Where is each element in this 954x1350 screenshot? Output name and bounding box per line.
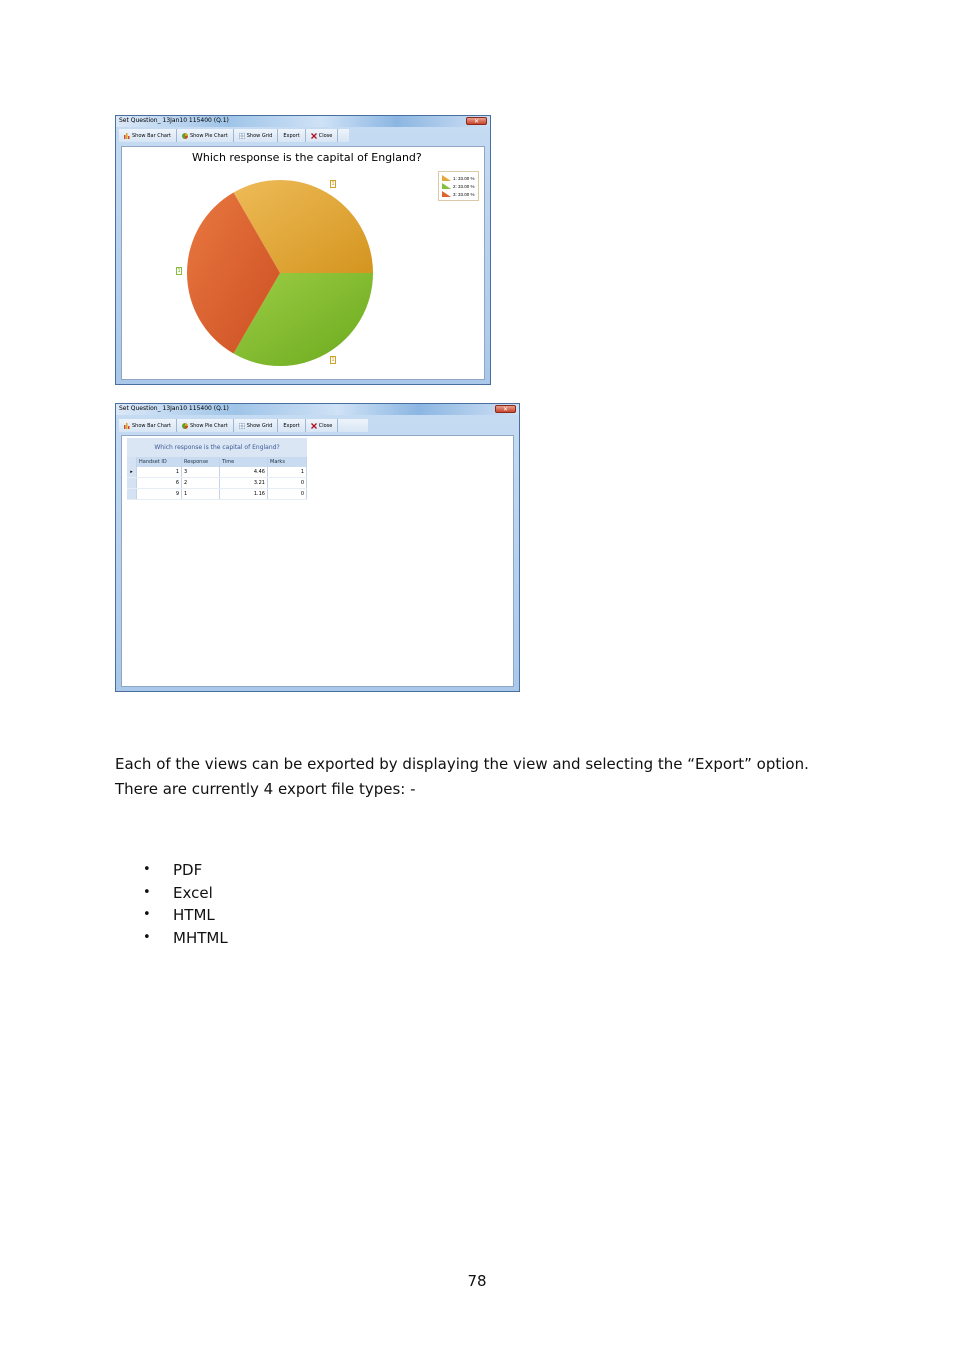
chart-area [121,146,485,380]
grid-icon [239,423,245,429]
legend-label: 1: 33.00 % [453,175,475,181]
table-row[interactable] [127,467,307,478]
cell-time: 4.46 [220,467,268,477]
grid-caption: Which response is the capital of England? [127,438,307,457]
close-label: Close [318,422,333,429]
column-header-response[interactable]: Response [182,457,220,467]
export-types-list [143,859,228,949]
legend-item [442,182,475,190]
list-item-label: MHTML [173,928,228,947]
window-title: Set Question_ 13Jan10 115400 (Q.1) [119,117,229,124]
bullet-icon: • [143,907,151,922]
export-label: Export [283,422,300,429]
cell-marks: 1 [268,467,307,477]
data-grid [127,438,307,500]
list-item [143,859,228,882]
row-selector[interactable] [127,478,137,488]
show-pie-chart-button[interactable] [177,419,234,432]
grid-window [115,403,520,692]
slice-label: 1 [177,268,181,274]
body-paragraph: Each of the views can be exported by displaying the view and selecting the “Export” option. There are currently 4 export file types: - [115,755,809,798]
export-button[interactable] [278,129,305,142]
legend-swatch [442,183,451,189]
chart-title: Which response is the capital of England? [192,151,422,164]
cell-response: 2 [182,478,220,488]
legend-label: 2: 33.00 % [453,183,475,189]
pie-chart-window [115,115,491,385]
bar-chart-icon [124,423,130,429]
window-titlebar[interactable] [116,404,519,415]
pie-chart [122,147,486,381]
close-icon [311,133,317,139]
close-button[interactable] [306,129,339,142]
slice-label: 1 [331,181,335,187]
show-pie-chart-label: Show Pie Chart [189,132,228,139]
show-pie-chart-label: Show Pie Chart [189,422,228,429]
list-item-label: Excel [173,883,213,902]
cell-handset-id: 1 [137,467,182,477]
grid-icon [239,133,245,139]
legend-item [442,174,475,182]
show-grid-button[interactable] [234,419,279,432]
column-header-time[interactable]: Time [220,457,268,467]
list-item [143,904,228,927]
pie-chart-icon [182,133,188,139]
legend-item [442,190,475,198]
cell-time: 1.16 [220,489,268,499]
grid-area [121,435,514,687]
list-item-label: HTML [173,906,215,924]
show-bar-chart-label: Show Bar Chart [132,422,171,429]
row-selector[interactable]: ▸ [127,467,137,477]
table-row[interactable] [127,478,307,489]
close-label: Close [318,132,333,139]
cell-response: 3 [182,467,220,477]
bullet-icon: • [143,862,151,877]
page-number: 78 [467,1272,487,1290]
show-pie-chart-button[interactable] [177,129,234,142]
show-bar-chart-label: Show Bar Chart [132,132,171,139]
window-close-button[interactable]: ✕ [466,117,487,125]
close-icon [311,423,317,429]
chart-legend [438,171,479,201]
cell-handset-id: 9 [137,489,182,499]
legend-swatch [442,175,451,181]
cell-handset-id: 6 [137,478,182,488]
toolbar [119,419,368,432]
pie-chart-icon [182,423,188,429]
show-bar-chart-button[interactable] [119,129,177,142]
list-item-label: PDF [173,861,203,879]
column-header-marks[interactable]: Marks [268,457,307,467]
table-row[interactable] [127,489,307,500]
export-label: Export [283,132,300,139]
window-close-button[interactable]: ✕ [495,405,516,413]
column-header [127,457,137,467]
cell-marks: 0 [268,478,307,488]
close-button[interactable] [306,419,339,432]
cell-marks: 0 [268,489,307,499]
row-selector[interactable] [127,489,137,499]
export-button[interactable] [278,419,305,432]
legend-label: 3: 33.00 % [453,191,475,197]
show-grid-button[interactable] [234,129,279,142]
list-item [143,882,228,905]
bar-chart-icon [124,133,130,139]
bullet-icon: • [143,884,151,900]
slice-label: 1 [331,357,335,363]
column-header-handset-id[interactable]: Handset ID [137,457,182,467]
legend-swatch [442,191,451,197]
window-title: Set Question_ 13Jan10 115400 (Q.1) [119,405,229,412]
grid-header-row [127,457,307,467]
toolbar [119,129,349,142]
list-item [143,927,228,950]
bullet-icon: • [143,929,151,945]
show-bar-chart-button[interactable] [119,419,177,432]
cell-response: 1 [182,489,220,499]
cell-time: 3.21 [220,478,268,488]
show-grid-label: Show Grid [246,422,273,429]
window-titlebar[interactable] [116,116,490,127]
show-grid-label: Show Grid [246,132,273,139]
